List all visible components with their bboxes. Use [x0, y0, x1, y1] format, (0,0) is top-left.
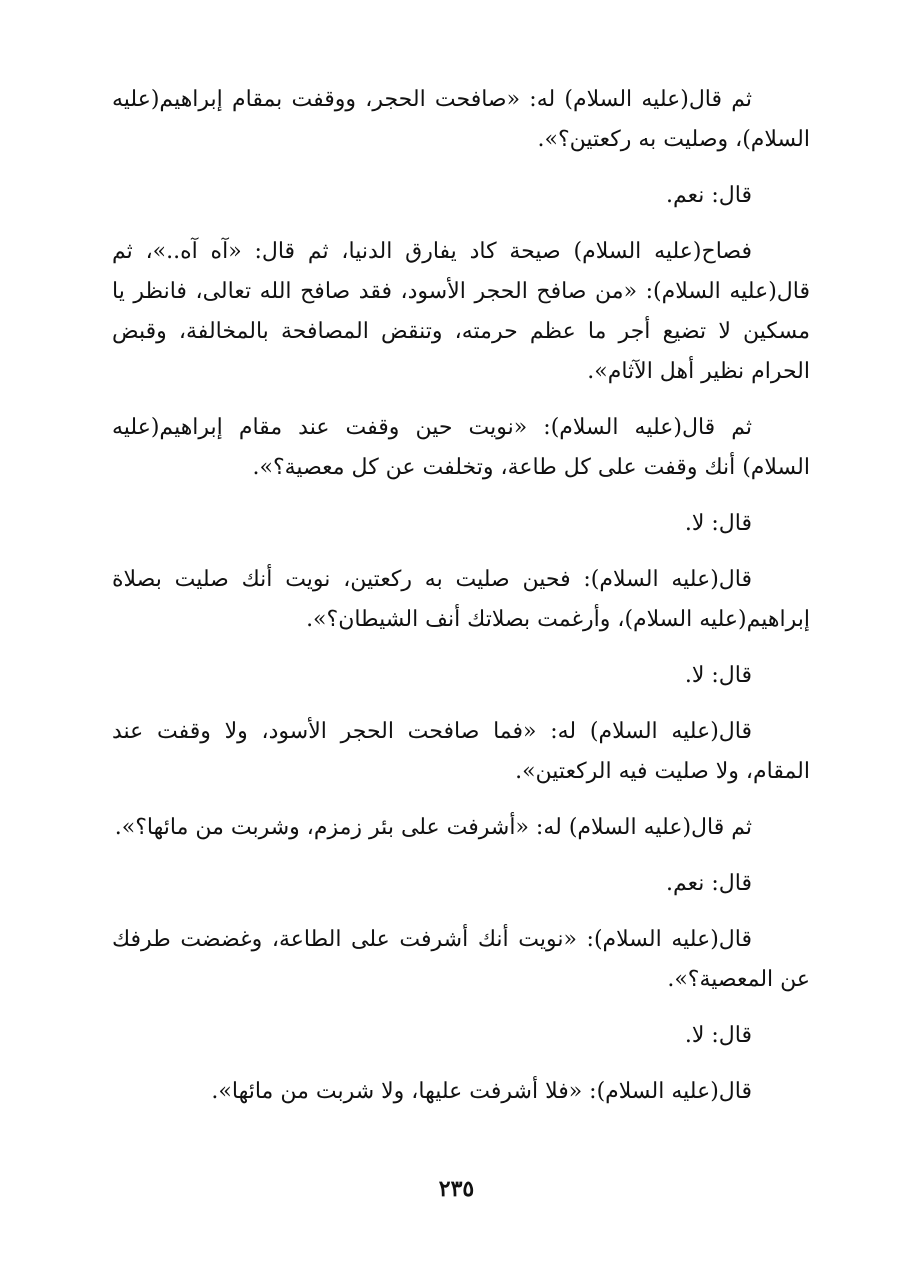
paragraph-10: قال: نعم. — [666, 871, 752, 896]
paragraph-6: قال(عليه السلام): فحين صليت به ركعتين، نويت أنك صليت بصلاة إبراهيم(عليه السلام)، وأرغمت بصلاتك أنف الشيطان؟». — [112, 567, 810, 632]
paragraph-9: ثم قال(عليه السلام) له: «أشرفت على بئر زمزم، وشربت من مائها؟». — [114, 815, 752, 840]
paragraph-3: فصاح(عليه السلام) صيحة كاد يفارق الدنيا، ثم قال: «آه آه..»، ثم قال(عليه السلام): «من صافح الحجر الأسود، فقد صافح الله تعالى، فانظر يا مسكين لا تضيع أجر ما عظم حرمته، وتنقض المصافحة بالمخالفة، وقبض الحرام نظير أهل الآثام». — [112, 239, 810, 384]
paragraph-8: قال(عليه السلام) له: «فما صافحت الحجر الأسود، ولا وقفت عند المقام، ولا صليت فيه الركعتين». — [112, 719, 810, 784]
paragraph-2: قال: نعم. — [666, 183, 752, 208]
paragraph-13: قال(عليه السلام): «فلا أشرفت عليها، ولا شربت من مائها». — [211, 1079, 752, 1104]
paragraph-4: ثم قال(عليه السلام): «نويت حين وقفت عند مقام إبراهيم(عليه السلام) أنك وقفت على كل طاعة، وتخلفت عن كل معصية؟». — [112, 415, 810, 480]
paragraph-5: قال: لا. — [684, 511, 752, 536]
paragraph-1: ثم قال(عليه السلام) له: «صافحت الحجر، ووقفت بمقام إبراهيم(عليه السلام)، وصليت به ركعتين؟». — [112, 87, 810, 152]
page-number: ٢٣٥ — [438, 1176, 475, 1202]
paragraph-7: قال: لا. — [684, 663, 752, 688]
page-body — [112, 80, 810, 1128]
paragraph-11: قال(عليه السلام): «نويت أنك أشرفت على الطاعة، وغضضت طرفك عن المعصية؟». — [112, 927, 810, 992]
paragraph-12: قال: لا. — [684, 1023, 752, 1048]
